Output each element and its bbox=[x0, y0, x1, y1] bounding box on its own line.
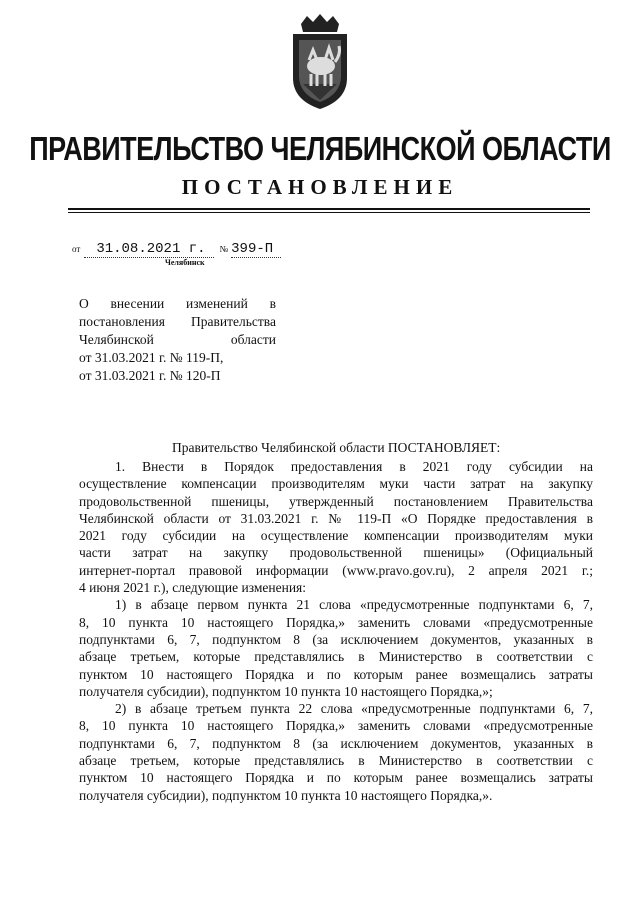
body-line: пунктом 10 настоящего Порядка и по которым ранее возмещались затраты bbox=[79, 666, 593, 682]
number-prefix: № bbox=[219, 244, 229, 254]
coat-of-arms-emblem bbox=[287, 14, 353, 110]
body-line: 1) в абзаце первом пункта 21 слова «предусмотренные подпунктами 6, 7, bbox=[115, 597, 593, 613]
subject-line: от 31.03.2021 г. № 120-П bbox=[79, 368, 221, 383]
intro-line: Правительство Челябинской области ПОСТАНОВЛЯЕТ: bbox=[172, 440, 501, 455]
document-date: 31.08.2021 г. bbox=[84, 241, 213, 258]
header-rule bbox=[68, 208, 590, 210]
body-line: части затрат на закупку продовольственной пшеницы» (Официальный bbox=[79, 545, 593, 561]
body-line: интернет-портал правовой информации (www.pravo.gov.ru), 2 апреля 2021 г.; bbox=[79, 562, 593, 578]
subject-line: Челябинской области bbox=[79, 332, 276, 347]
body-line: 8, 10 пункта 10 настоящего Порядка,» заменить словами «предусмотренные bbox=[79, 718, 593, 734]
body-line: 2) в абзаце третьем пункта 22 слова «предусмотренные подпунктами 6, 7, bbox=[115, 701, 593, 717]
body-line: абзаце третьем, которые представлялись в Министерство в соответствии с bbox=[79, 649, 593, 665]
body-line: осуществление компенсации производителям муки части затрат на закупку bbox=[79, 476, 593, 492]
body-line: пунктом 10 настоящего Порядка и по которым ранее возмещались затраты bbox=[79, 770, 593, 786]
government-title: ПРАВИТЕЛЬСТВО ЧЕЛЯБИНСКОЙ ОБЛАСТИ bbox=[29, 130, 611, 168]
body-line: продовольственной пшеницы, утвержденный постановлением Правительства bbox=[79, 493, 593, 509]
body-line: абзаце третьем, которые представлялись в Министерство в соответствии с bbox=[79, 753, 593, 769]
body-line: получателя субсидии), подпунктом 10 пункта 10 настоящего Порядка,». bbox=[79, 787, 493, 803]
date-prefix: от bbox=[72, 244, 81, 254]
body-line: 4 июня 2021 г.), следующие изменения: bbox=[79, 580, 307, 596]
header-rule-thin bbox=[68, 212, 590, 213]
document-number: 399-П bbox=[231, 241, 281, 258]
subject-line: от 31.03.2021 г. № 119-П, bbox=[79, 350, 224, 365]
body-line: получателя субсидии), подпунктом 10 пункта 10 настоящего Порядка,»; bbox=[79, 683, 493, 699]
document-type: ПОСТАНОВЛЕНИЕ bbox=[181, 175, 459, 199]
subject-line: постановления Правительства bbox=[79, 314, 276, 329]
date-number-row bbox=[72, 240, 281, 258]
body-line: подпунктами 6, 7, подпунктом 8 (за исключением документов, указанных в bbox=[79, 735, 593, 751]
subject-line: О внесении изменений в bbox=[79, 296, 276, 311]
body-line: Челябинской области от 31.03.2021 г. № 119-П «О Порядке предоставления в bbox=[79, 510, 593, 526]
subject-block bbox=[79, 295, 276, 385]
body-line: 8, 10 пункта 10 настоящего Порядка,» заменить словами «предусмотренные bbox=[79, 614, 593, 630]
city-name: Челябинск bbox=[165, 258, 205, 267]
document-body bbox=[79, 458, 593, 804]
body-line: 1. Внести в Порядок предоставления в 2021 году субсидии на bbox=[115, 459, 593, 474]
body-line: подпунктами 6, 7, подпунктом 8 (за исключением документов, указанных в bbox=[79, 631, 593, 647]
body-line: 2021 году субсидии на осуществление компенсации производителям муки bbox=[79, 528, 593, 544]
